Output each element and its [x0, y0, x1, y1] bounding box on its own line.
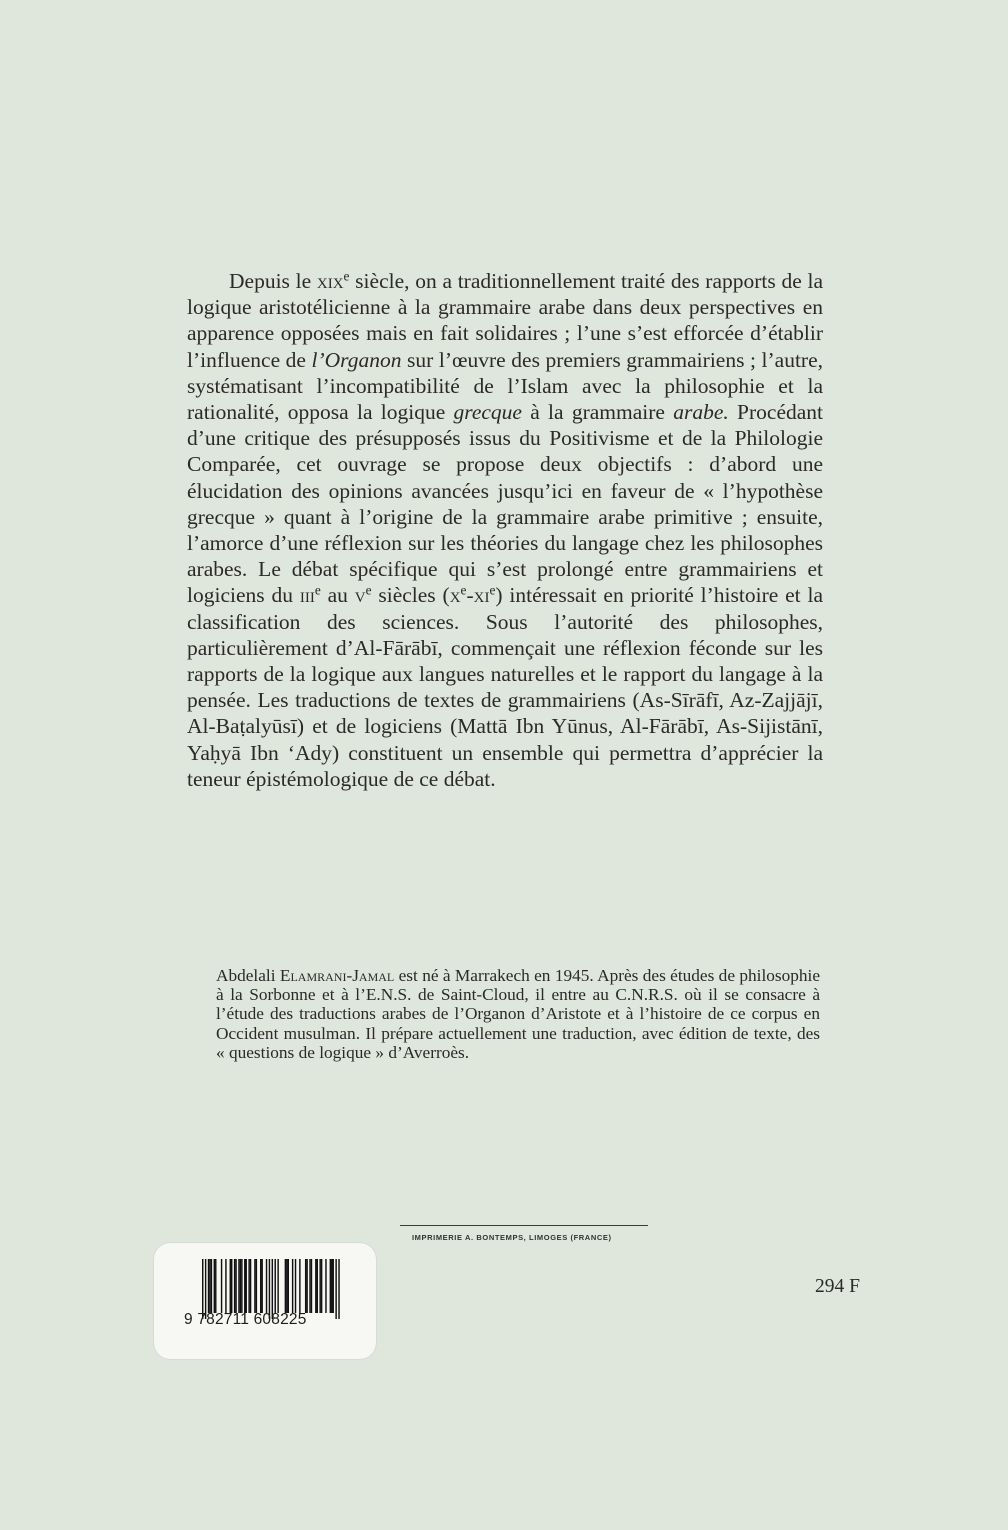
text-run: Elamrani-Jamal	[279, 966, 395, 985]
barcode-bar	[272, 1259, 273, 1319]
printer-imprint: IMPRIMERIE A. BONTEMPS, LIMOGES (FRANCE)	[412, 1233, 612, 1242]
barcode-bar	[309, 1259, 310, 1313]
text-run: ) intéressait en priorité l’histoire et la classification des sciences. Sous l’autorité des philosophes, particulièrement d’Al-Fārābī, commençait une réflexion féconde sur les rapports de la logique aux langues naturelles et le rapport du langage à la pensée. Les traductions de textes de grammairiens (As-Sīrāfī, Az-Zajjājī, Al-Baṭalyūsī) et de logiciens (Mattā Ibn Yūnus, Al-Fārābī, As-Sijistānī, Yaḥyā Ibn ‘Ady) constituent un ensemble qui permettra d’apprécier la teneur épistémologique de ce débat.	[187, 583, 824, 791]
barcode-bar	[299, 1259, 300, 1313]
barcode-bar	[234, 1259, 235, 1313]
barcode-bar	[235, 1259, 236, 1313]
text-run: Procédant d’une critique des présupposés issus du Positivisme et de la Philologie Comparée, cet ouvrage se propose deux objectifs : d’abord une élucidation des opinions avancées jusqu’ici en faveur de « l’hypothèse grecque » quant à l’origine de la grammaire arabe primitive ; ensuite, l’amorce d’une réflexion sur les théories du langage chez les philosophes arabes. Le débat spécifique qui s’est prolongé entre grammairiens et logiciens du	[187, 400, 823, 608]
text-run: siècle, on a traditionnellement traité des rapports de la logique aristotélicienne à la grammaire arabe dans deux perspectives en apparence opposées mais en fait solidaires ; l’une s’est efforcée d’établir l’influence de	[187, 269, 823, 372]
barcode-bar	[335, 1259, 336, 1319]
barcode-sticker	[154, 1243, 376, 1359]
barcode-bar	[277, 1259, 278, 1313]
barcode-bar	[275, 1259, 276, 1313]
text-run: Abdelali	[216, 966, 280, 985]
barcode-bar	[225, 1259, 226, 1313]
text-run: e	[460, 583, 467, 599]
barcode-bar	[285, 1259, 286, 1313]
barcode-bar	[288, 1259, 289, 1313]
barcode-bar	[311, 1259, 312, 1313]
barcode-bar	[325, 1259, 326, 1313]
text-run: e	[314, 583, 321, 599]
barcode-bar	[317, 1259, 318, 1313]
barcode-bar	[260, 1259, 261, 1313]
barcode-bar	[209, 1259, 210, 1313]
text-run: grecque	[453, 400, 522, 425]
barcode-bar	[231, 1259, 232, 1313]
barcode-bar	[306, 1259, 307, 1313]
barcode-bar	[221, 1259, 222, 1313]
text-run: v	[354, 583, 366, 608]
text-run: e	[489, 583, 496, 599]
barcode-bar	[269, 1259, 270, 1319]
barcode-bar	[244, 1259, 245, 1313]
text-run: arabe.	[673, 400, 729, 425]
text-run: l’Organon	[311, 347, 402, 372]
barcode-bar	[305, 1259, 306, 1313]
barcode-bar	[266, 1259, 267, 1313]
barcode-bar	[261, 1259, 262, 1313]
text-run: -	[466, 583, 474, 608]
barcode-bar	[202, 1259, 203, 1319]
text-run: sur l’œuvre des premiers grammairiens ; l’autre, systématisant l’incompatibilité de l’Islam avec la philosophie et la rationalité, opposa la logique	[187, 347, 823, 425]
bio-paragraph	[216, 966, 820, 1062]
text-run: e	[365, 583, 372, 599]
barcode-bar	[286, 1259, 287, 1313]
barcode-bar	[215, 1259, 216, 1313]
barcode-bar	[254, 1259, 255, 1313]
barcode-bar	[230, 1259, 231, 1313]
printer-divider	[400, 1225, 648, 1226]
barcode-bar	[246, 1259, 247, 1313]
text-run: iii	[299, 583, 315, 608]
barcode-bar	[292, 1259, 293, 1313]
text-run: x	[449, 583, 461, 608]
barcode-bar	[214, 1259, 215, 1313]
text-run: siècles (	[371, 583, 450, 608]
author-biography	[216, 966, 820, 1062]
text-run: e	[343, 268, 350, 284]
barcode-bar	[205, 1259, 206, 1319]
text-run: xix	[316, 269, 344, 293]
barcode-bar	[248, 1259, 249, 1313]
text-run: Depuis le	[229, 269, 317, 293]
text-run: xi	[473, 583, 490, 608]
barcode-bar	[333, 1259, 334, 1313]
barcode-bar	[321, 1259, 322, 1313]
text-run: à la grammaire	[521, 400, 674, 425]
isbn-digits: 9 782711 608225	[184, 1311, 307, 1328]
barcode-bar	[256, 1259, 257, 1313]
barcode-bar	[241, 1259, 242, 1313]
text-run: au	[320, 583, 355, 608]
barcode-bar	[330, 1259, 331, 1313]
barcode-bar	[238, 1259, 239, 1313]
barcode-bar	[295, 1259, 296, 1313]
barcode-bar	[240, 1259, 241, 1313]
barcode-bar	[338, 1259, 339, 1319]
barcode-bar	[208, 1259, 209, 1313]
barcode-bar	[319, 1259, 320, 1313]
price-label: 294 F	[815, 1276, 860, 1297]
barcode-bar	[331, 1259, 332, 1313]
text-run: est né à Marrakech en 1945. Après des études de philosophie à la Sorbonne et à l’E.N.S. de Saint-Cloud, il entre au C.N.R.S. où il se consacre à l’étude des traductions arabes de l’Organon d’Aristote et à l’histoire de ce corpus en Occident musulman. Il prépare actuellement une traduction, avec édition de texte, des « questions de logique » d’Averroès.	[216, 966, 821, 1062]
barcode-bar	[211, 1259, 212, 1313]
book-summary	[187, 268, 823, 792]
summary-paragraph	[187, 268, 823, 792]
barcode-bar	[315, 1259, 316, 1313]
barcode-bar	[250, 1259, 251, 1313]
